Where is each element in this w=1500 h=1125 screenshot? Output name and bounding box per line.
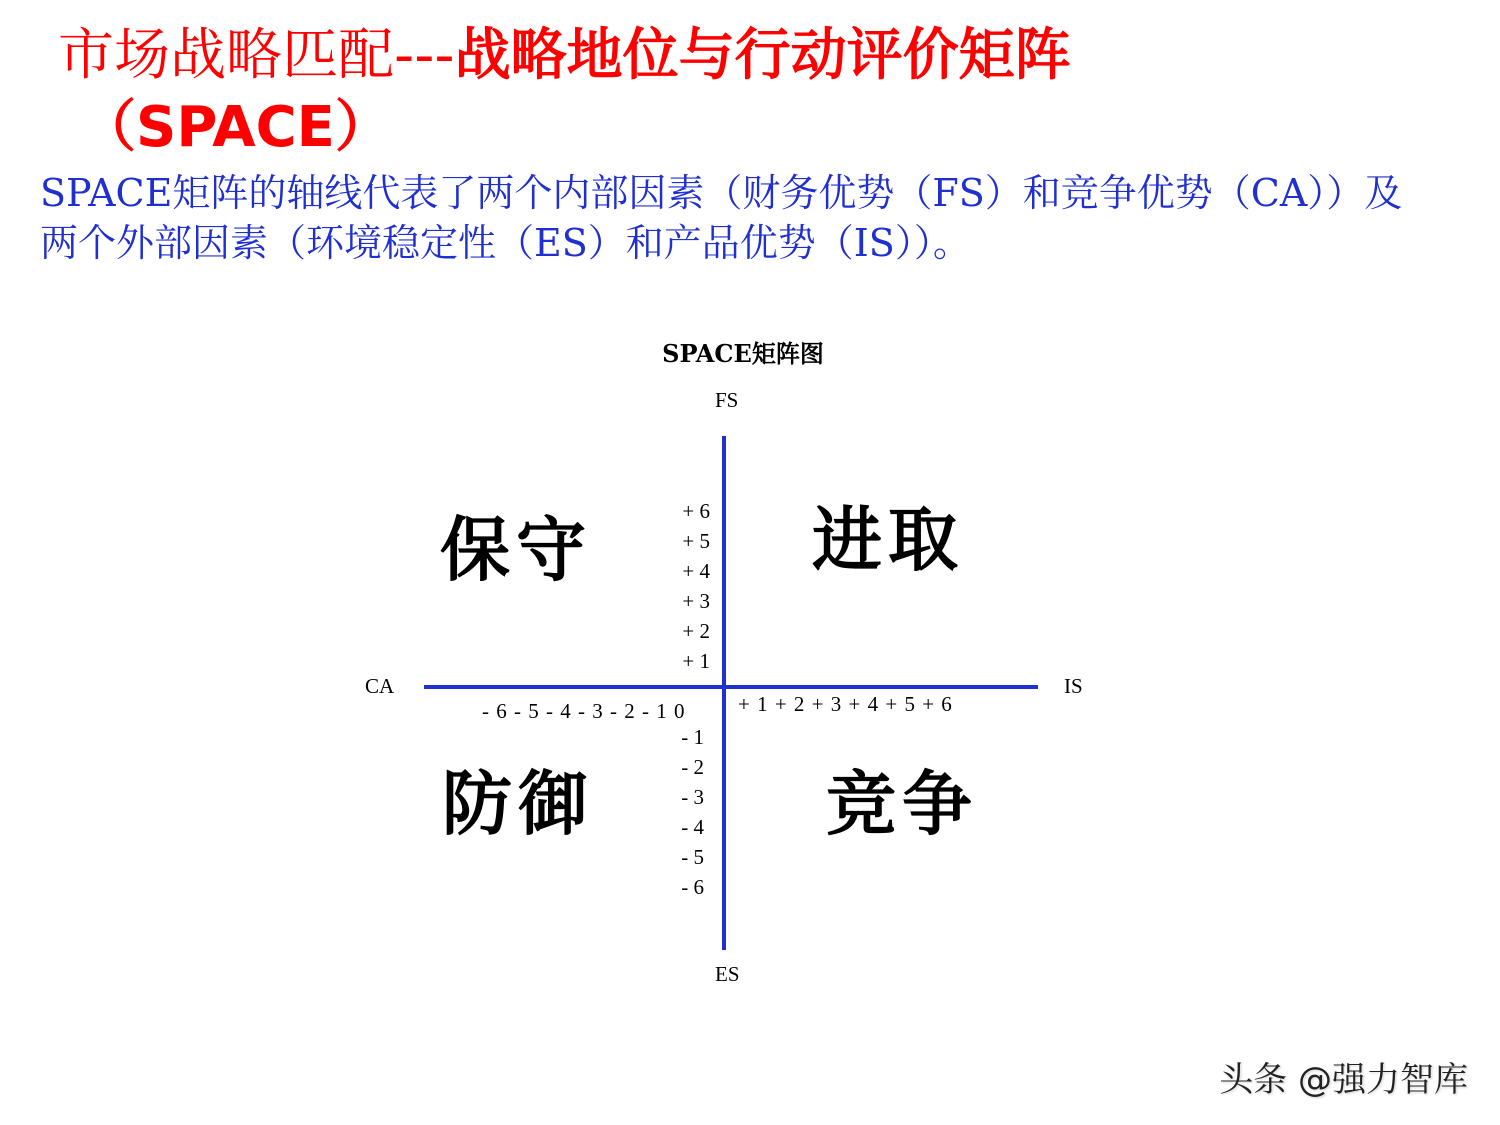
axis-label-fs: FS <box>715 388 739 412</box>
vertical-axis <box>722 436 726 950</box>
description-line2: 两个外部因素（环境稳定性（ES）和产品优势（IS））。 <box>40 221 971 265</box>
diagram-title: SPACE矩阵图 <box>662 339 824 368</box>
axis-label-es: ES <box>715 962 740 986</box>
ticks-negative-horizontal: - 6 - 5 - 4 - 3 - 2 - 1 0 <box>482 699 685 723</box>
page-title <box>58 20 1071 92</box>
tick-label: + 3 <box>682 589 710 613</box>
description-line1: SPACE矩阵的轴线代表了两个内部因素（财务优势（FS）和竞争优势（CA））及 <box>40 171 1403 215</box>
tick-label: - 6 <box>681 875 704 899</box>
ticks-positive-horizontal: + 1 + 2 + 3 + 4 + 5 + 6 <box>738 692 952 716</box>
tick-label: - 1 <box>681 725 704 749</box>
tick-label: + 6 <box>682 499 710 523</box>
watermark: 头条 @强力智库 <box>1219 1060 1468 1100</box>
tick-label: + 5 <box>682 529 710 553</box>
axis-label-is: IS <box>1064 674 1083 698</box>
ticks-positive-vertical <box>650 496 710 676</box>
quadrant-aggressive: 进取 <box>812 498 964 581</box>
page-title-line2: （SPACE） <box>80 95 391 160</box>
tick-label: - 3 <box>681 785 704 809</box>
tick-label: + 1 <box>682 649 710 673</box>
quadrant-competitive: 竞争 <box>826 762 978 845</box>
description <box>40 168 1490 268</box>
horizontal-axis <box>424 685 1038 689</box>
ticks-negative-vertical <box>644 722 704 902</box>
tick-label: - 2 <box>681 755 704 779</box>
quadrant-defensive: 防御 <box>442 762 594 845</box>
tick-label: + 2 <box>682 619 710 643</box>
tick-label: - 5 <box>681 845 704 869</box>
axis-label-ca: CA <box>365 674 395 698</box>
quadrant-conservative: 保守 <box>440 508 592 591</box>
tick-label: - 4 <box>681 815 704 839</box>
title-part1: 市场战略匹配--- <box>58 23 455 88</box>
title-part2: 战略地位与行动评价矩阵 <box>454 23 1071 88</box>
tick-label: + 4 <box>682 559 710 583</box>
